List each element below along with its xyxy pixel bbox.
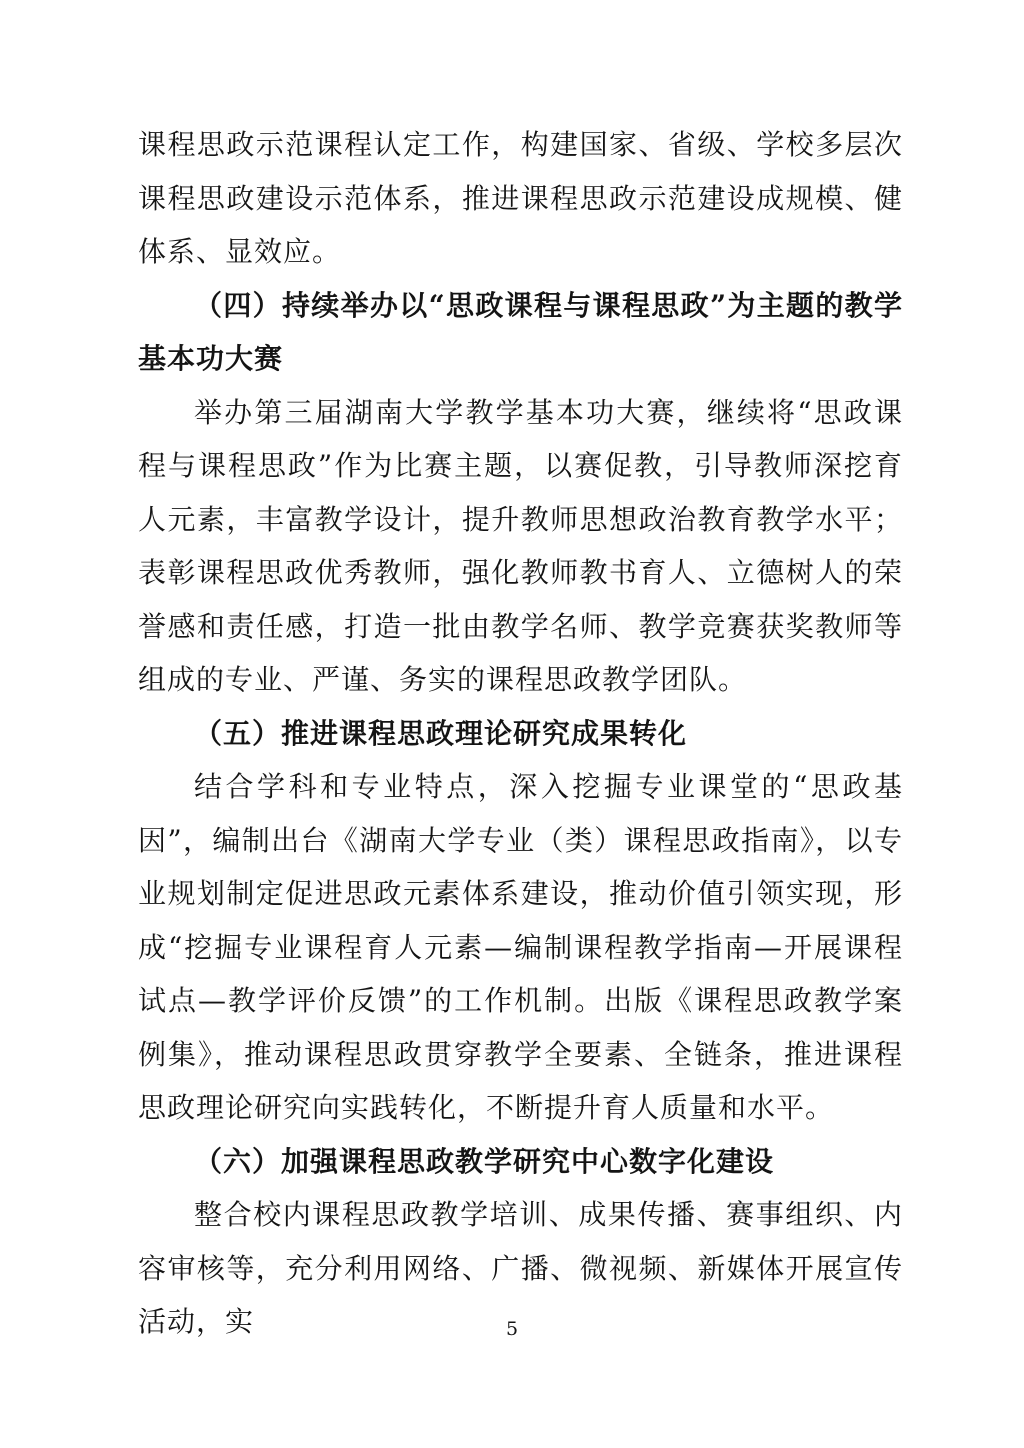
section-heading-four: （四）持续举办以“思政课程与课程思政”为主题的教学基本功大赛 bbox=[138, 288, 903, 375]
document-body bbox=[138, 118, 903, 1349]
paragraph-continuation: 课程思政示范课程认定工作，构建国家、省级、学校多层次课程思政建设示范体系，推进课程思政示范建设成规模、健体系、显效应。 bbox=[138, 128, 903, 268]
paragraph-section-four: 举办第三届湖南大学教学基本功大赛，继续将“思政课程与课程思政”作为比赛主题，以赛促教，引导教师深挖育人元素，丰富教学设计，提升教师思想政治教育教学水平；表彰课程思政优秀教师，强化教师教书育人、立德树人的荣誉感和责任感，打造一批由教学名师、教学竞赛获奖教师等组成的专业、严谨、务实的课程思政教学团队。 bbox=[138, 395, 903, 696]
section-heading-five: （五）推进课程思政理论研究成果转化 bbox=[194, 716, 688, 750]
paragraph-section-five: 结合学科和专业特点，深入挖掘专业课堂的“思政基因”，编制出台《湖南大学专业（类）课程思政指南》，以专业规划制定促进思政元素体系建设，推动价值引领实现，形成“挖掘专业课程育人元素—编制课程教学指南—开展课程试点—教学评价反馈”的工作机制。出版《课程思政教学案例集》，推动课程思政贯穿教学全要素、全链条，推进课程思政理论研究向实践转化，不断提升育人质量和水平。 bbox=[138, 770, 903, 1124]
page-number: 5 bbox=[505, 1318, 519, 1340]
section-heading-six: （六）加强课程思政教学研究中心数字化建设 bbox=[194, 1144, 775, 1178]
paragraph-section-six: 整合校内课程思政教学培训、成果传播、赛事组织、内容审核等，充分利用网络、广播、微视频、新媒体开展宣传活动，实 bbox=[138, 1198, 903, 1338]
